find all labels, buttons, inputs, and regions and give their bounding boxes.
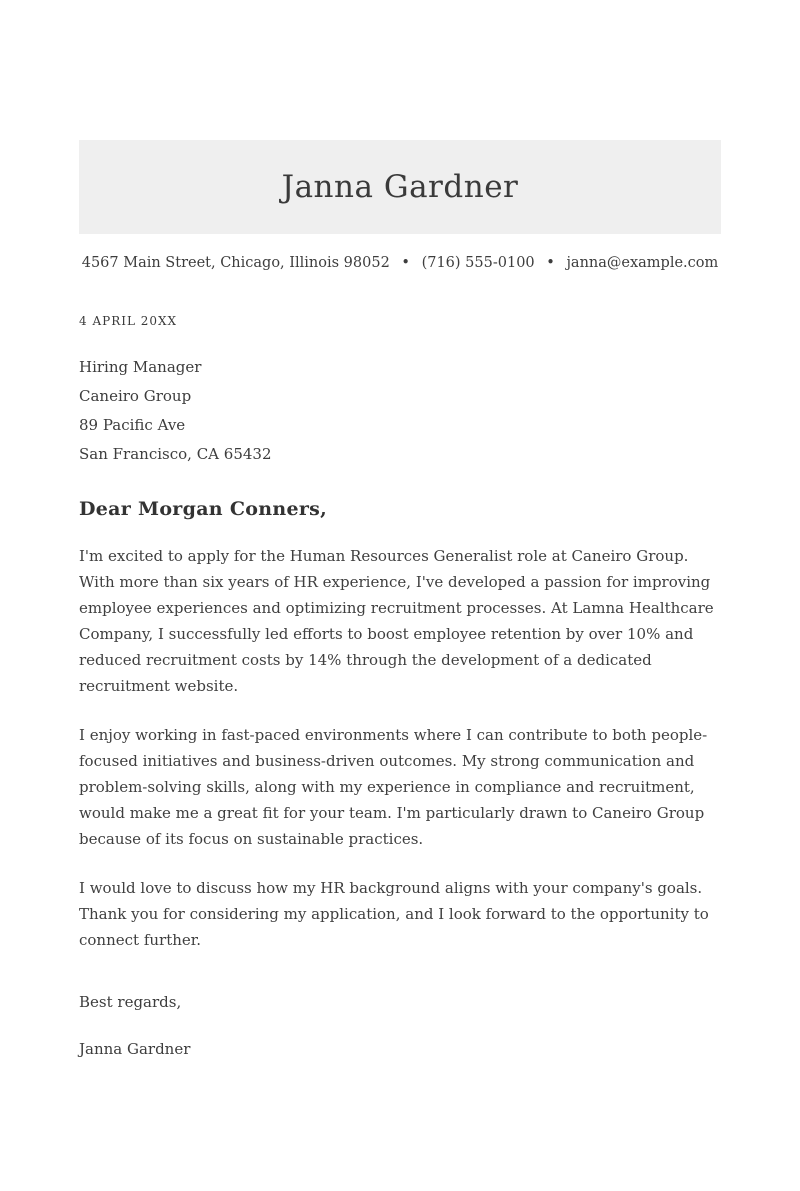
recipient-line-company: Caneiro Group [79,387,192,405]
signature-name: Janna Gardner [79,1040,191,1058]
salutation: Dear Morgan Conners, [79,498,328,520]
name-banner [79,140,721,234]
letter-date: 4 APRIL 20XX [79,314,178,328]
body-paragraph-2: I enjoy working in fast-paced environments where I can contribute to both people-focused initiatives and business-driven outcomes. My strong communication and problem-solving skills, along with my experience in compliance and recruitment, would make me a great fit for your team. I'm particularly drawn to Caneiro Group because of its focus on sustainable practices. [79,726,708,848]
contact-phone: (716) 555-0100 [421,255,535,271]
applicant-name: Janna Gardner [281,169,519,205]
bullet-separator: • [546,255,555,271]
contact-line [0,255,800,271]
recipient-block [79,353,721,469]
contact-email: janna@example.com [566,255,719,271]
body-paragraph-3: I would love to discuss how my HR background aligns with your company's goals. Thank you for considering my application, and I look forward to the opportunity to connect further. [79,879,709,949]
bullet-separator: • [401,255,410,271]
valediction: Best regards, [79,993,182,1011]
body-paragraph-1: I'm excited to apply for the Human Resources Generalist role at Caneiro Group. With more than six years of HR experience, I've developed a passion for improving employee experiences and optimizing recruitment processes. At Lamna Healthcare Company, I successfully led efforts to boost employee retention by over 10% and reduced recruitment costs by 14% through the development of a dedicated recruitment website. [79,547,714,695]
recipient-line-title: Hiring Manager [79,358,202,376]
recipient-line-street: 89 Pacific Ave [79,416,186,434]
recipient-line-city: San Francisco, CA 65432 [79,445,272,463]
contact-address: 4567 Main Street, Chicago, Illinois 98052 [81,255,390,271]
letter-body [79,314,721,1058]
